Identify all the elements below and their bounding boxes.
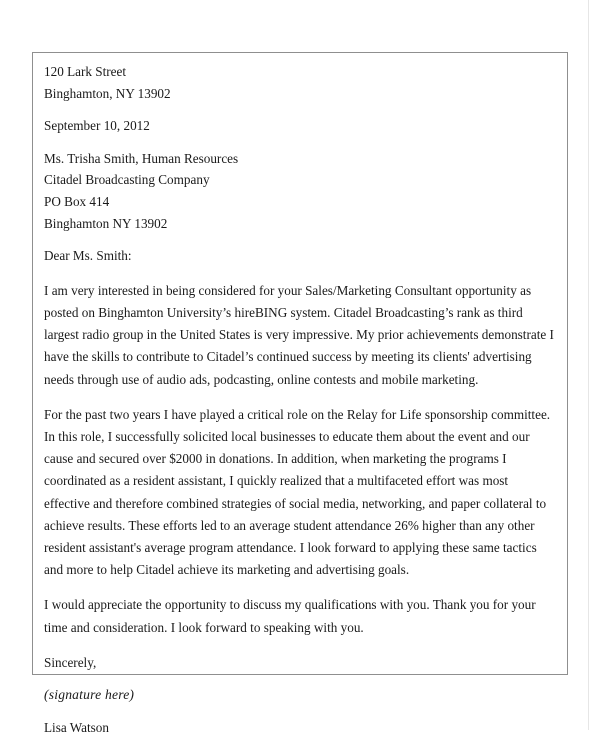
recipient-address-line: Ms. Trisha Smith, Human Resources — [44, 150, 239, 166]
spacer — [44, 581, 557, 594]
sender-name — [44, 717, 557, 739]
image-edge-artifact — [588, 0, 589, 730]
body-paragraph-3: I would appreciate the opportunity to discuss my qualifications with you. Thank you for your time and consideration. I look forward to speaking with you. — [44, 597, 536, 635]
spacer — [44, 234, 557, 245]
signature-placeholder: (signature here) — [44, 687, 135, 703]
salutation-text: Dear Ms. Smith: — [44, 248, 132, 264]
recipient-address-line: Citadel Broadcasting Company — [44, 172, 210, 188]
spacer — [44, 391, 557, 404]
letter-body — [44, 61, 557, 739]
body-paragraph-1: I am very interested in being considered for your Sales/Marketing Consultant opportunity as posted on Binghamton University’s hireBING system. Citadel Broadcasting’s rank as third largest radio group in the United States is very impressive. My prior achievements demonstrate I have the skills to contribute to Citadel’s continued success by meeting its clients' advertising needs through use of audio ads, podcasting, online contests and mobile marketing. — [44, 282, 554, 387]
spacer — [44, 104, 557, 115]
recipient-address-line: Binghamton NY 13902 — [44, 215, 168, 231]
spacer — [44, 706, 557, 717]
sender-address-line: Binghamton, NY 13902 — [44, 85, 171, 101]
sender-address-line: 120 Lark Street — [44, 64, 127, 79]
recipient-address-line: PO Box 414 — [44, 193, 110, 209]
closing — [44, 652, 557, 674]
sender-address — [44, 61, 557, 104]
spacer — [44, 639, 557, 652]
salutation — [44, 245, 557, 267]
closing-text: Sincerely, — [44, 654, 97, 670]
document-page — [32, 52, 568, 736]
date-text: September 10, 2012 — [44, 118, 150, 134]
spacer — [44, 267, 557, 280]
spacer — [44, 673, 557, 684]
sender-name-text: Lisa Watson — [44, 720, 109, 736]
letter-date — [44, 115, 557, 137]
body-paragraph-2: For the past two years I have played a critical role on the Relay for Life sponsorship committee. In this role, I successfully solicited local businesses to educate them about the event and our cause and secured over $2000 in donations. In addition, when marketing the programs I coordinated as a resident assistant, I quickly realized that a multifaceted effort was most effective and therefore combined strategies of social media, networking, and paper collateral to achieve results. These efforts led to an average student attendance 26% higher than any other resident assistant's average program attendance. I look forward to applying these same tactics and more to help Citadel achieve its marketing and advertising goals. — [44, 406, 551, 578]
recipient-address — [44, 148, 557, 234]
spacer — [44, 137, 557, 148]
